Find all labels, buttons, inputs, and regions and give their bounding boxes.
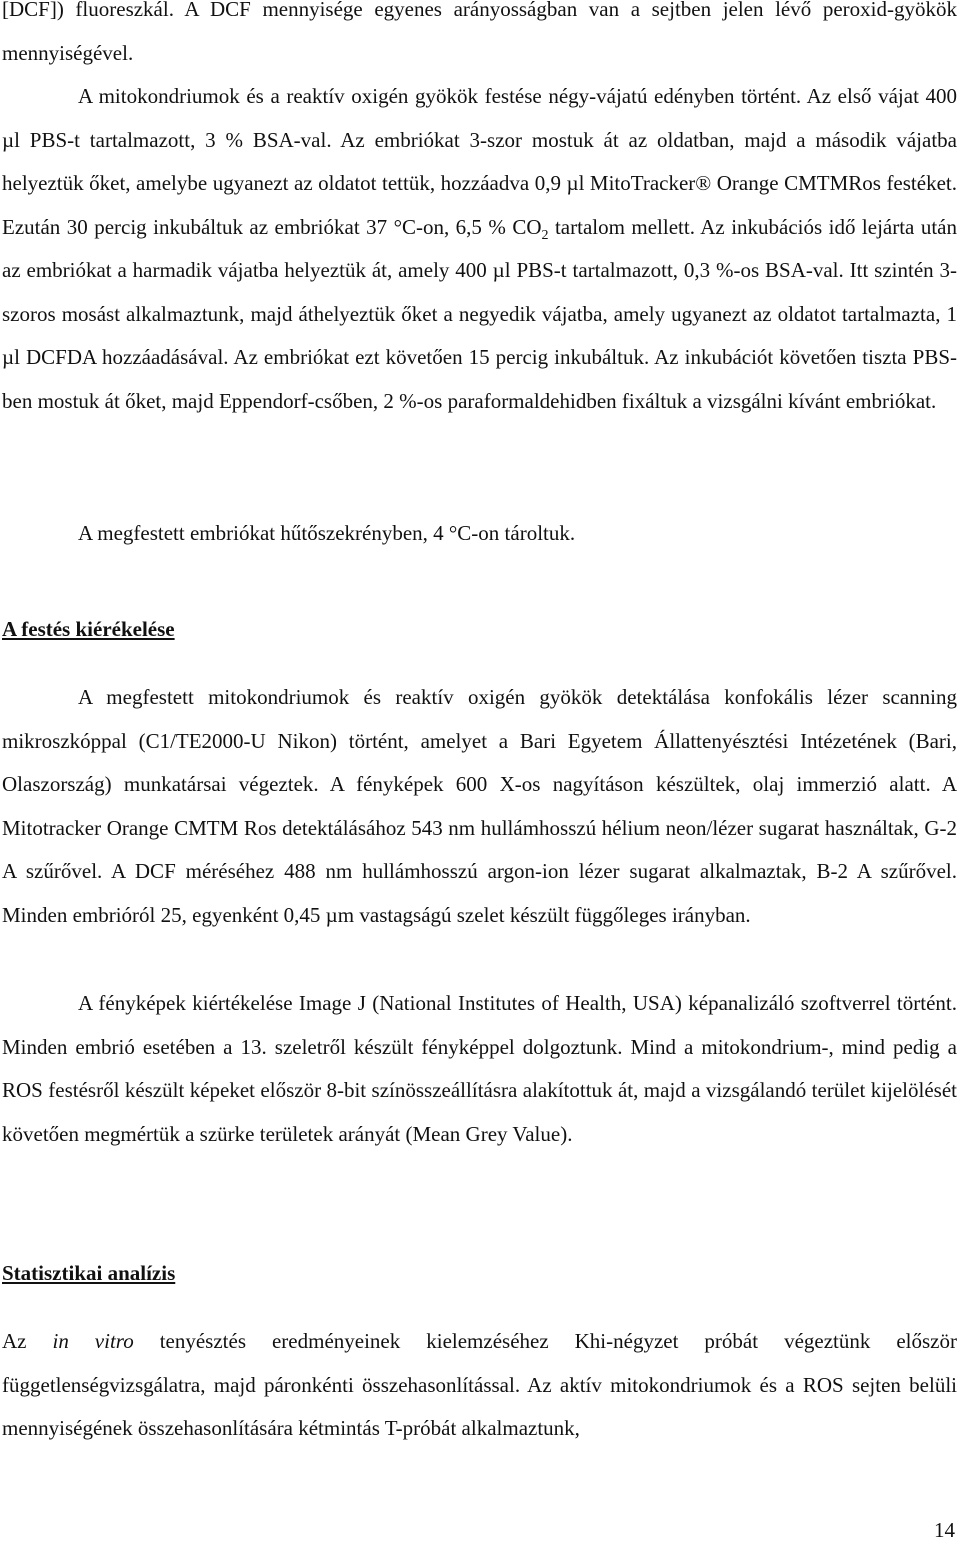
paragraph-text: tartalom mellett. Az inkubációs idő lejárta után az embriókat a harmadik vájatba helyeztük át, amely 400 µl PBS-t tartalmazott, 0,3 %-os BSA-val. Itt szintén 3-szoros mosást alkalmaztunk, majd áthelyeztük őket a negyedik vájatba, amely ugyanezt az oldatot tartalmazta, 1 µl DCFDA hozzáadásával. Az embriókat ezt követően 15 percig inkubáltuk. Az inkubációt követően tiszta PBS-ben mostuk át őket, majd Eppendorf-csőben, 2 %-os paraformaldehidben fixáltuk a vizsgálni kívánt embriókat.: [2, 214, 957, 413]
page-number: 14: [934, 1518, 955, 1542]
paragraph-text: A megfestett mitokondriumok és reaktív oxigén gyökök detektálása konfokális lézer scanning mikroszkóppal (C1/TE2000-U Nikon) történt, amelyet a Bari Egyetem Állattenyésztési Intézetének (Bari, Olaszország) munkatársai végeztek. A fényképek 600 X-os nagyításon készültek, olaj immerzió alatt. A Mitotracker Orange CMTM Ros detektálásához 543 nm hullámhosszú hélium neon/lézer sugarat használtak, G-2 A szűrővel. A DCF méréséhez 488 nm hullámhosszú argon-ion lézer sugarat alkalmaztak, B-2 A szűrővel. Minden embrióról 25, egyenként 0,45 µm vastagságú szelet készült függőleges irányban.: [2, 685, 957, 927]
paragraph-staining-procedure: [2, 75, 957, 423]
section-heading-evaluation: A festés kiérékelése: [2, 617, 175, 641]
paragraph-text: A mitokondriumok és a reaktív oxigén gyökök festése négy-vájatú edényben történt. Az első vájat 400 µl PBS-t tartalmazott, 3 % BSA-val. Az embriókat 3-szor mostuk át az oldatban, majd a második vájatba helyeztük őket, amelybe ugyanezt az oldatot tettük, hozzáadva 0,9 µl MitoTracker® Orange CMTMRos festéket. Ezután 30 percig inkubáltuk az embriókat 37 °C-on, 6,5 % CO: [2, 84, 957, 239]
paragraph-statistics: [2, 1320, 957, 1451]
paragraph-microscopy: [2, 676, 957, 937]
italic-term: in vitro: [52, 1329, 134, 1353]
section-heading-statistics: Statisztikai analízis: [2, 1261, 176, 1285]
paragraph-storage: [2, 512, 957, 556]
subscript: 2: [541, 227, 549, 243]
paragraph-dcf-intro: [2, 0, 957, 75]
paragraph-text: Az: [2, 1329, 53, 1353]
paragraph-image-analysis: [2, 982, 957, 1156]
paragraph-text: A megfestett embriókat hűtőszekrényben, 4 °C-on tároltuk.: [78, 521, 576, 545]
paragraph-text: [DCF]) fluoreszkál. A DCF mennyisége egyenes arányosságban van a sejtben jelen lévő peroxid-gyökök mennyiségével.: [2, 0, 957, 65]
paragraph-text: A fényképek kiértékelése Image J (National Institutes of Health, USA) képanalizáló szoftverrel történt. Minden embrió esetében a 13. szeletről készült fényképpel dolgoztunk. Mind a mitokondrium-, mind pedig a ROS festésről készült képeket először 8-bit színösszeállításra alakítottuk át, majd a vizsgálandó terület kijelölését követően megmértük a szürke területek arányát (Mean Grey Value).: [2, 991, 957, 1146]
paragraph-text: tenyésztés eredményeinek kielemzéséhez Khi-négyzet próbát végeztünk először függetlenségvizsgálatra, majd páronkénti összehasonlítással. Az aktív mitokondriumok és a ROS sejten belüli mennyiségének összehasonlítására kétmintás T-próbát alkalmaztunk,: [2, 1329, 957, 1440]
